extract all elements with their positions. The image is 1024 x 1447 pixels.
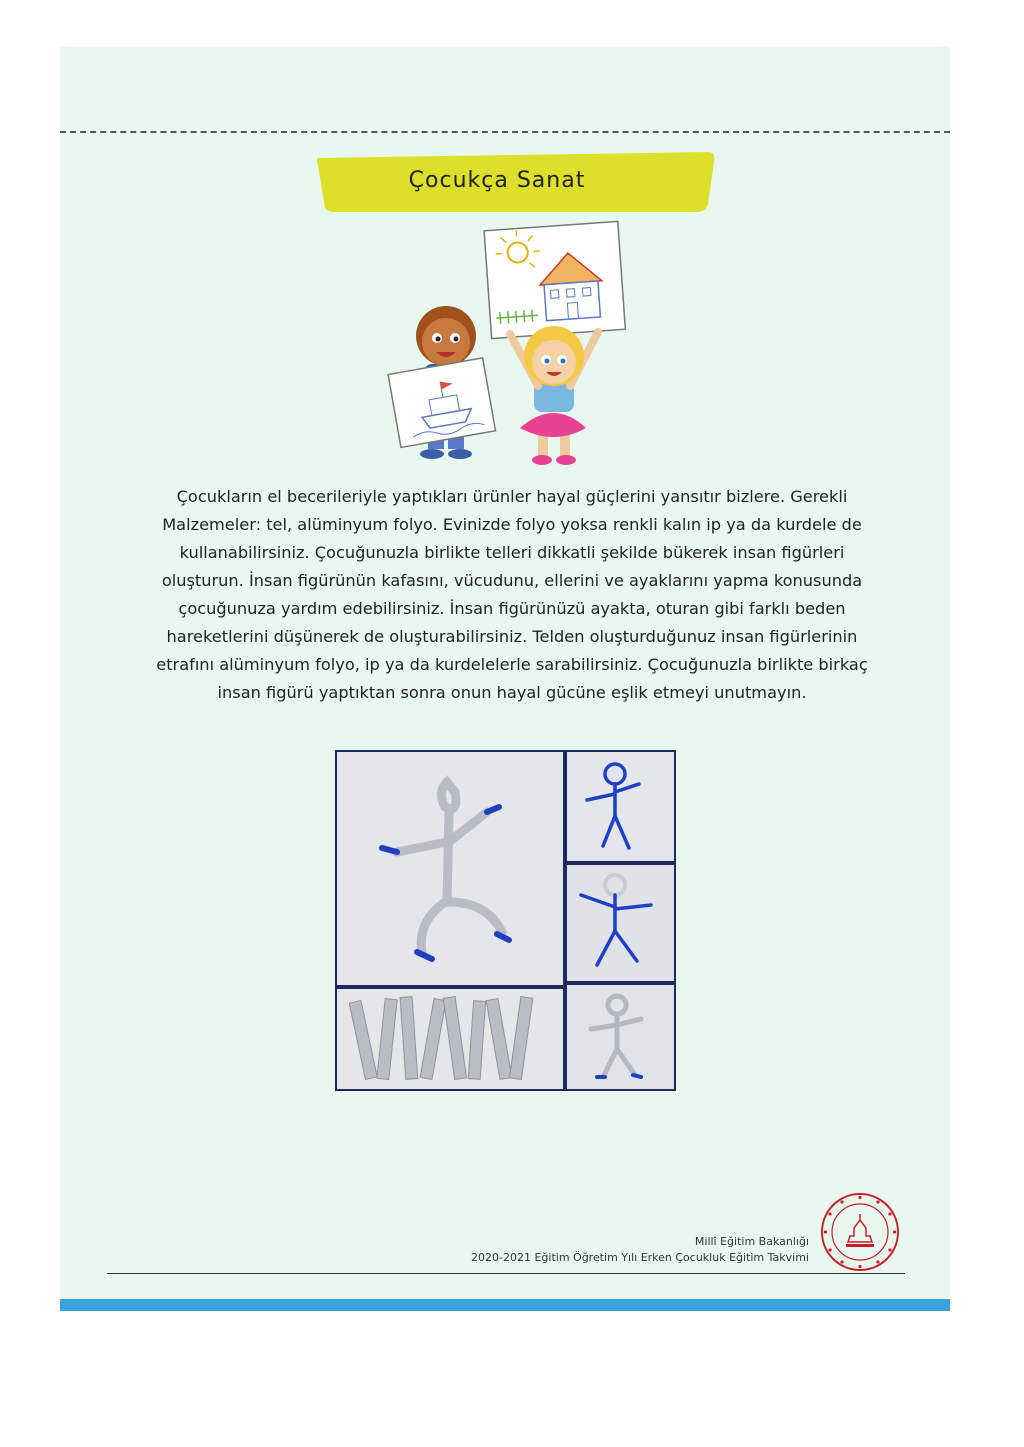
footer-calendar: 2020-2021 Eğitim Öğretim Yılı Erken Çocukluk Eğitim Takvimi <box>471 1251 809 1264</box>
ship-drawing <box>388 358 495 448</box>
house-drawing <box>484 221 625 338</box>
photo-blue-wire-figure-2 <box>567 865 674 981</box>
photo-foil-figure-small <box>567 985 674 1089</box>
page-title: Çocukça Sanat <box>408 168 586 193</box>
ministry-seal-logo <box>820 1192 900 1272</box>
bottom-accent-bar <box>60 1299 950 1311</box>
girl-figure <box>510 326 598 465</box>
wire-figure-photo-grid <box>335 750 676 1091</box>
activity-description: Çocukların el becerileriyle yaptıkları ürünler hayal güçlerini yansıtır bizlere. Gerekli Malzemeler: tel, alüminyum folyo. Evinizde folyo yoksa renkli kalın ip ya da kurdele de kullanabilirsiniz. Çocuğunuzla birlikte telleri dikkatli şekilde bükerek insan figürleri oluşturun. İnsan figürünün kafasını, vücudunu, ellerini ve ayaklarını yapma konusunda çocuğunuza yardım edebilirsiniz. İnsan figürünüzü ayakta, oturan gibi farklı beden hareketlerini düşünerek de oluşturabilirsiniz. Telden oluşturduğunuz insan figürlerinin etrafını alüminyum folyo, ip ya da kurdelelerle sarabilirsiniz. Çocuğunuzla birlikte birkaç insan figürü yaptıktan sonra onun hayal gücüne eşlik etmeyi unutmayın. <box>156 487 868 702</box>
title-banner <box>316 152 716 214</box>
photo-foil-figure-large <box>337 752 563 985</box>
footer-ministry: Millî Eğitim Bakanlığı <box>694 1235 809 1248</box>
footer-text <box>471 1234 809 1266</box>
photo-blue-wire-figure-1 <box>567 752 674 861</box>
footer-divider <box>107 1273 905 1274</box>
children-drawings-illustration <box>380 214 640 470</box>
dashed-divider <box>60 131 950 133</box>
photo-foil-strips <box>337 989 563 1089</box>
